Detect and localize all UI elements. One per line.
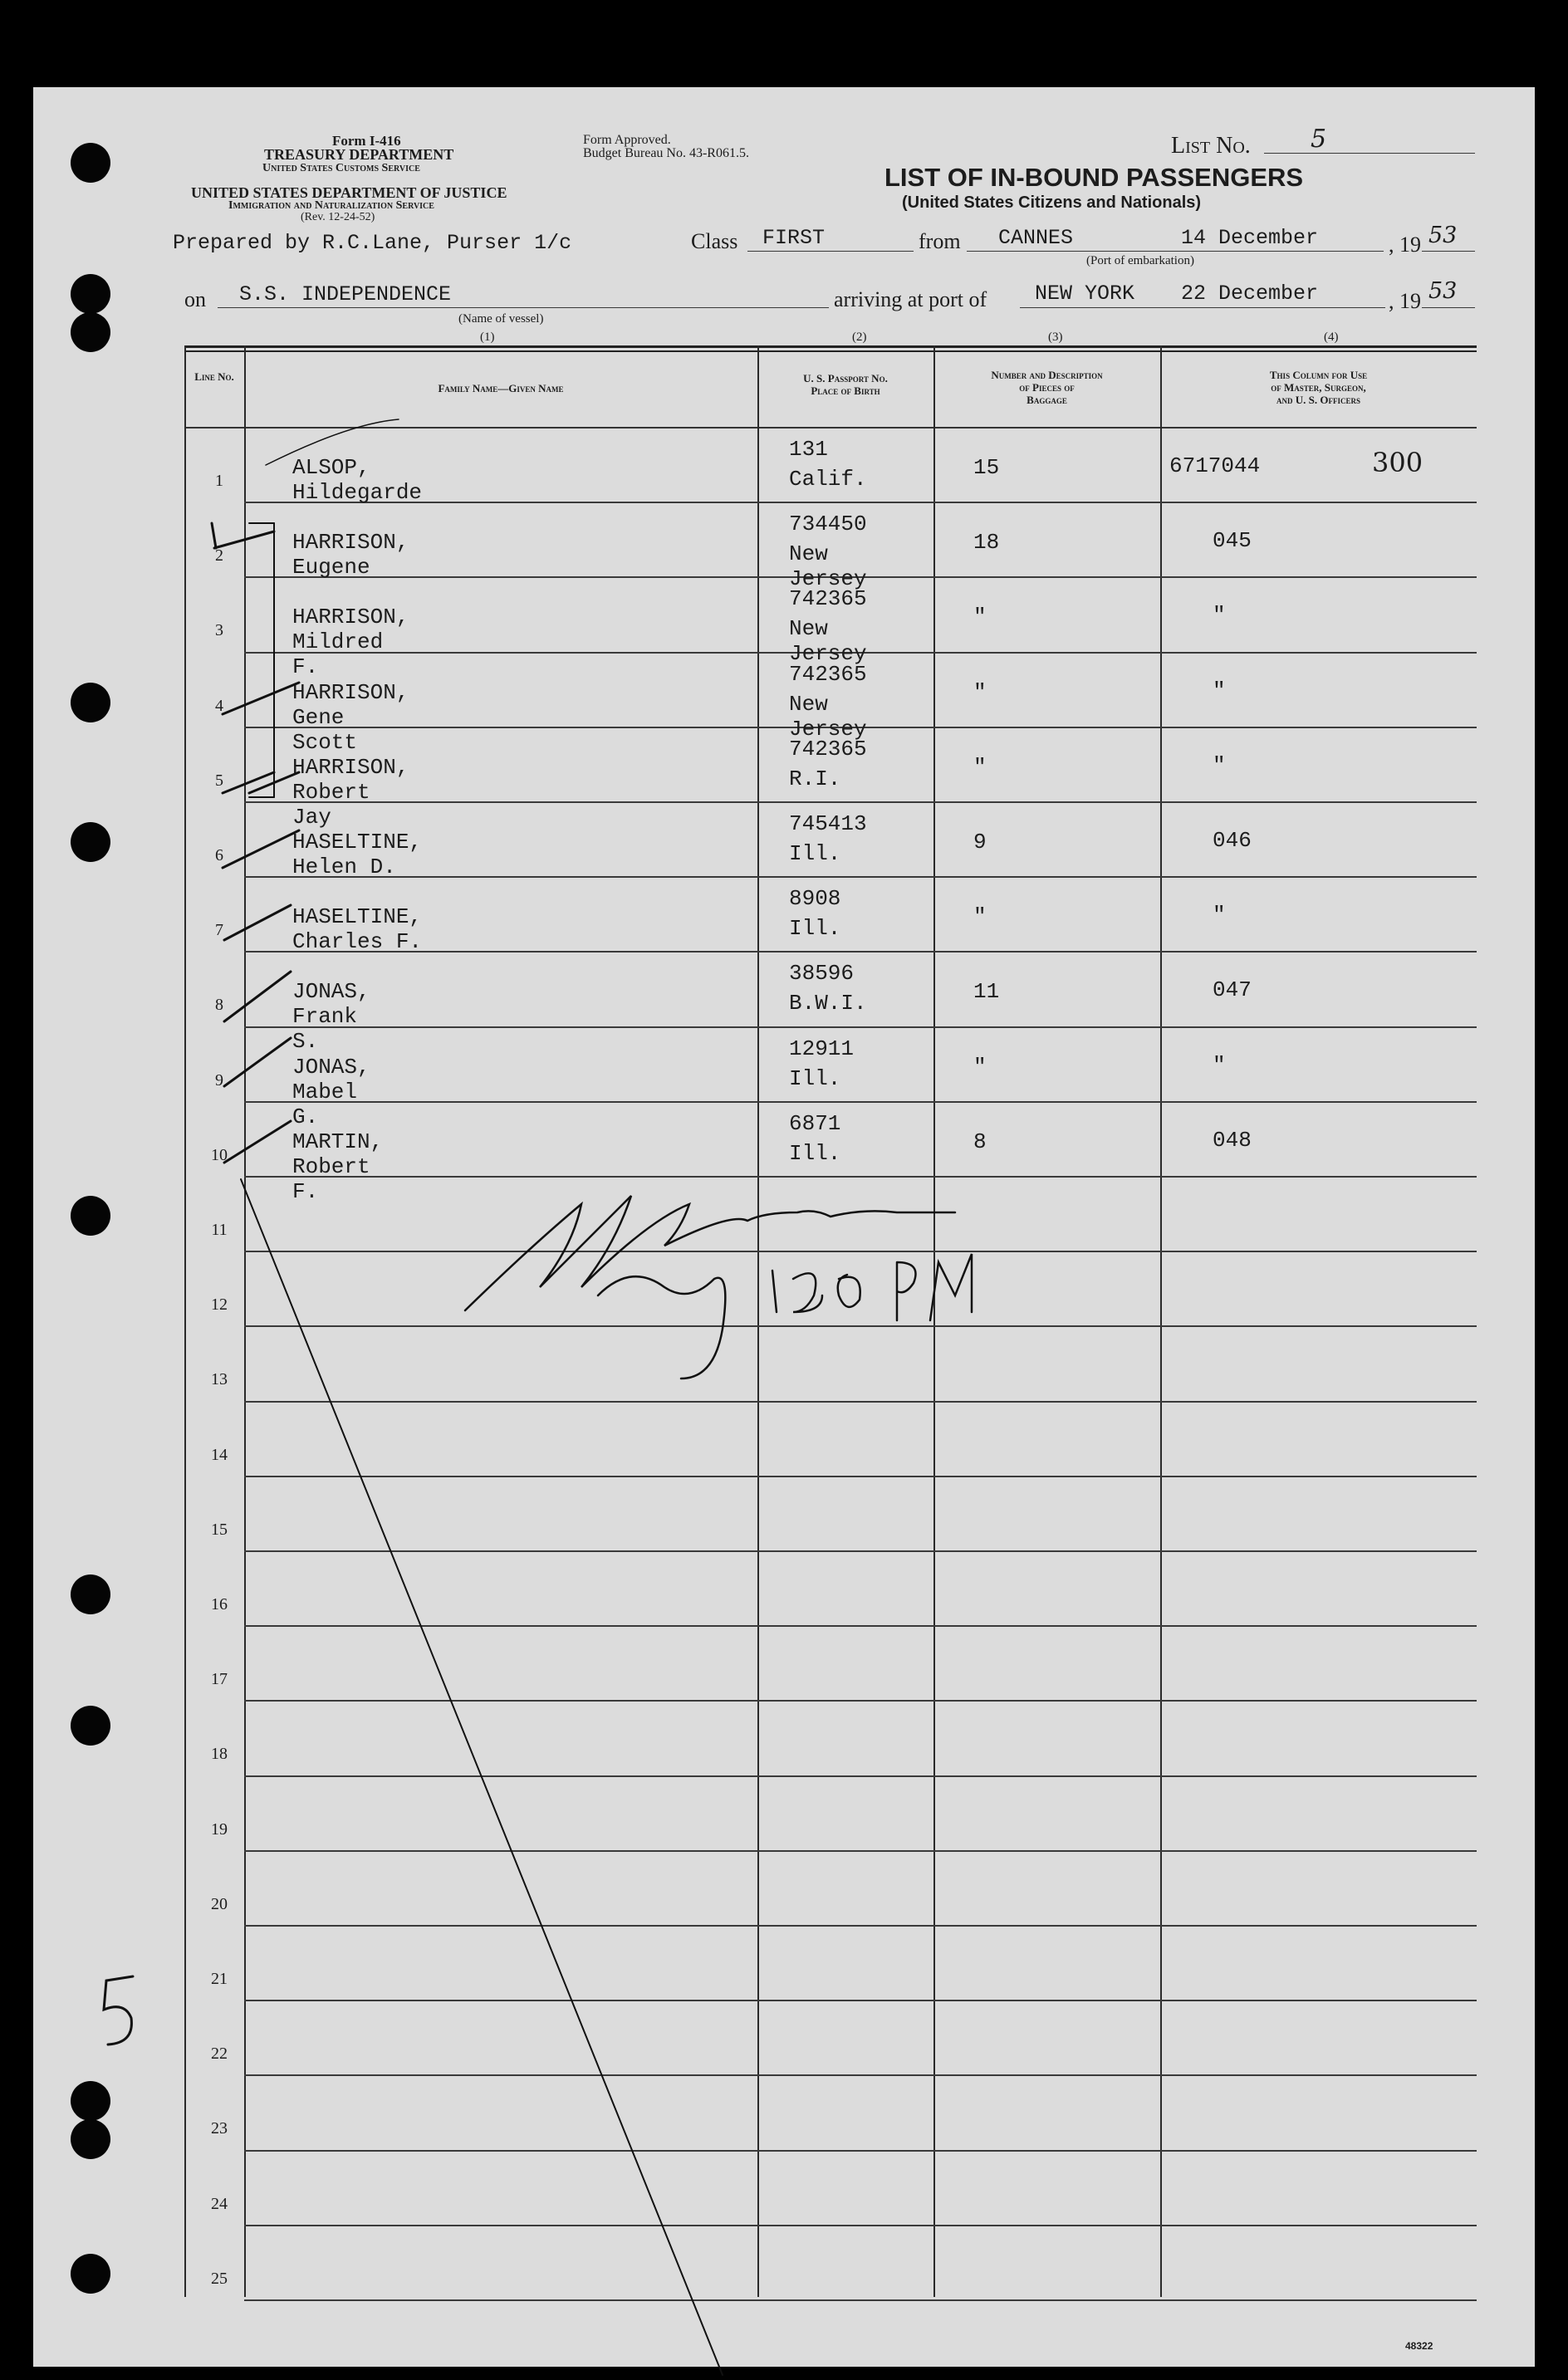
line-number: 24 xyxy=(211,2194,228,2213)
signature xyxy=(465,1196,955,1310)
officer-entry: 047 xyxy=(1213,977,1252,1003)
line-number: 4 xyxy=(215,696,223,715)
passenger-name: MARTIN, Robert F. xyxy=(292,1129,384,1204)
col-num-4: (4) xyxy=(1324,331,1339,344)
prepared-by: Prepared by R.C.Lane, Purser 1/c xyxy=(173,231,572,255)
place-of-birth: Ill. xyxy=(789,1140,841,1166)
col-header-line-no: Line No. xyxy=(194,370,234,383)
place-of-birth: Ill. xyxy=(789,1065,841,1091)
passenger-name: HASELTINE, Helen D. xyxy=(292,830,423,879)
baggage-count: " xyxy=(973,754,987,780)
form-revision: (Rev. 12-24-52) xyxy=(301,211,375,223)
col-header-name: Family Name—Given Name xyxy=(438,382,564,394)
form-number: Form I-416 xyxy=(332,133,401,149)
treasury-department: TREASURY DEPARTMENT xyxy=(264,146,454,163)
place-of-birth: Ill. xyxy=(789,916,841,942)
line-number: 1 xyxy=(215,472,223,490)
passenger-name: HARRISON, Robert Jay xyxy=(292,754,409,830)
baggage-count: " xyxy=(973,1054,987,1080)
baggage-count: 9 xyxy=(973,830,987,855)
line-number: 2 xyxy=(215,546,223,566)
arrival-date: 22 December xyxy=(1181,282,1319,306)
col-num-1: (1) xyxy=(480,331,495,344)
col-header-passport: U. S. Passport No. Place of Birth xyxy=(803,372,888,397)
check-mark xyxy=(266,419,399,465)
check-mark xyxy=(212,523,274,548)
check-mark xyxy=(224,1038,291,1086)
time-annotation xyxy=(772,1254,972,1320)
passport-number: 742365 xyxy=(789,586,867,612)
check-mark xyxy=(223,772,299,793)
port-of-embarkation-caption: (Port of embarkation) xyxy=(1086,254,1194,267)
passport-number: 12911 xyxy=(789,1036,855,1061)
passport-number: 8908 xyxy=(789,886,841,912)
check-mark xyxy=(224,1121,291,1163)
justice-department: UNITED STATES DEPARTMENT OF JUSTICE xyxy=(191,184,507,201)
baggage-count: 8 xyxy=(973,1129,987,1154)
passport-number: 131 xyxy=(789,437,828,462)
place-of-birth: R.I. xyxy=(789,766,841,791)
line-number: 11 xyxy=(211,1221,228,1239)
class-value: FIRST xyxy=(762,226,826,250)
diagonal-cancel-line xyxy=(241,1179,723,2375)
year-prefix-1: , 19 xyxy=(1389,233,1421,257)
place-of-birth: New Jersey xyxy=(789,616,867,667)
line-number: 21 xyxy=(211,1970,228,1988)
margin-page-number xyxy=(104,1976,133,2045)
line-number: 6 xyxy=(215,846,223,864)
check-mark xyxy=(224,972,291,1021)
line-number: 9 xyxy=(215,1070,223,1090)
list-no-value: 5 xyxy=(1311,125,1327,154)
col-num-3: (3) xyxy=(1048,331,1063,344)
passenger-name: HARRISON, Eugene xyxy=(292,530,409,580)
officer-entry: " xyxy=(1213,603,1226,629)
year-suffix-1: 53 xyxy=(1428,223,1458,248)
place-of-birth: Calif. xyxy=(789,467,867,492)
line-number: 10 xyxy=(211,1145,228,1164)
check-mark xyxy=(223,830,299,868)
year-suffix-2: 53 xyxy=(1428,278,1458,304)
officer-entry: " xyxy=(1213,903,1226,928)
immigration-service: Immigration and Naturalization Service xyxy=(228,199,434,212)
place-of-birth: New Jersey xyxy=(789,691,867,742)
arriving-label: arriving at port of xyxy=(834,287,987,311)
customs-service: United States Customs Service xyxy=(262,162,420,174)
place-of-birth: B.W.I. xyxy=(789,991,867,1016)
passenger-name: HASELTINE, Charles F. xyxy=(292,904,423,955)
from-label: from xyxy=(919,229,961,253)
place-of-birth: New Jersey xyxy=(789,541,867,592)
line-number: 22 xyxy=(211,2045,228,2064)
line-number: 8 xyxy=(215,996,223,1015)
baggage-count: 18 xyxy=(973,530,1000,556)
baggage-count: 15 xyxy=(973,455,1000,480)
vessel-name: S.S. INDEPENDENCE xyxy=(239,282,452,306)
passenger-name: JONAS, Frank S. xyxy=(292,979,370,1055)
check-mark xyxy=(224,905,291,940)
baggage-count: " xyxy=(973,904,987,930)
line-number: 14 xyxy=(211,1445,228,1464)
print-code: 48322 xyxy=(1405,2340,1433,2352)
officer-note: 300 xyxy=(1372,447,1423,478)
line-number: 23 xyxy=(211,2119,228,2138)
officer-entry: " xyxy=(1213,752,1226,778)
on-label: on xyxy=(184,287,206,311)
passenger-name: JONAS, Mabel G. xyxy=(292,1054,370,1129)
port-of-arrival: NEW YORK xyxy=(1035,282,1135,306)
passport-number: 6871 xyxy=(789,1110,841,1136)
page-title: LIST OF IN-BOUND PASSENGERS xyxy=(884,163,1304,192)
col-num-2: (2) xyxy=(852,331,867,344)
embarkation-date: 14 December xyxy=(1181,226,1319,250)
list-no-label: List No. xyxy=(1171,133,1251,159)
passenger-name: ALSOP, Hildegarde xyxy=(292,455,423,505)
passenger-name: HARRISON, Gene Scott xyxy=(292,679,409,755)
baggage-count: " xyxy=(973,605,987,630)
officer-entry: " xyxy=(1213,678,1226,703)
passport-number: 742365 xyxy=(789,661,867,687)
officer-entry: 048 xyxy=(1213,1127,1252,1153)
passport-number: 734450 xyxy=(789,512,867,537)
form-approved: Form Approved. xyxy=(583,133,671,147)
officer-entry: 6717044 xyxy=(1169,453,1261,478)
officer-entry: " xyxy=(1213,1052,1226,1078)
officer-entry: 045 xyxy=(1213,528,1252,554)
line-number: 20 xyxy=(211,1894,228,1913)
line-number: 19 xyxy=(211,1819,228,1839)
year-prefix-2: , 19 xyxy=(1389,289,1421,313)
line-number: 7 xyxy=(215,921,223,940)
line-number: 13 xyxy=(211,1370,228,1389)
line-number: 5 xyxy=(215,771,223,790)
line-number: 18 xyxy=(211,1745,228,1764)
col-header-officers: This Column for Use of Master, Surgeon, and U. S. Officers xyxy=(1269,369,1368,406)
line-number: 12 xyxy=(211,1295,228,1315)
vessel-caption: (Name of vessel) xyxy=(458,312,544,326)
class-label: Class xyxy=(691,229,738,253)
passenger-name: HARRISON, Mildred F. xyxy=(292,605,409,680)
passport-number: 745413 xyxy=(789,811,867,836)
port-of-embarkation: CANNES xyxy=(998,226,1074,250)
col-header-baggage: Number and Description of Pieces of Baggage xyxy=(991,369,1103,406)
passport-number: 742365 xyxy=(789,736,867,762)
budget-bureau: Budget Bureau No. 43-R061.5. xyxy=(583,146,749,160)
page-subtitle: (United States Citizens and Nationals) xyxy=(902,193,1202,212)
place-of-birth: Ill. xyxy=(789,841,841,866)
passport-number: 38596 xyxy=(789,961,855,987)
line-number: 25 xyxy=(211,2269,228,2288)
check-mark xyxy=(223,683,299,714)
line-number: 17 xyxy=(211,1670,228,1689)
baggage-count: " xyxy=(973,679,987,705)
baggage-count: 11 xyxy=(973,979,1000,1005)
officer-entry: 046 xyxy=(1213,828,1252,853)
line-number: 15 xyxy=(211,1520,228,1539)
line-number: 3 xyxy=(215,621,223,640)
line-number: 16 xyxy=(211,1595,228,1614)
